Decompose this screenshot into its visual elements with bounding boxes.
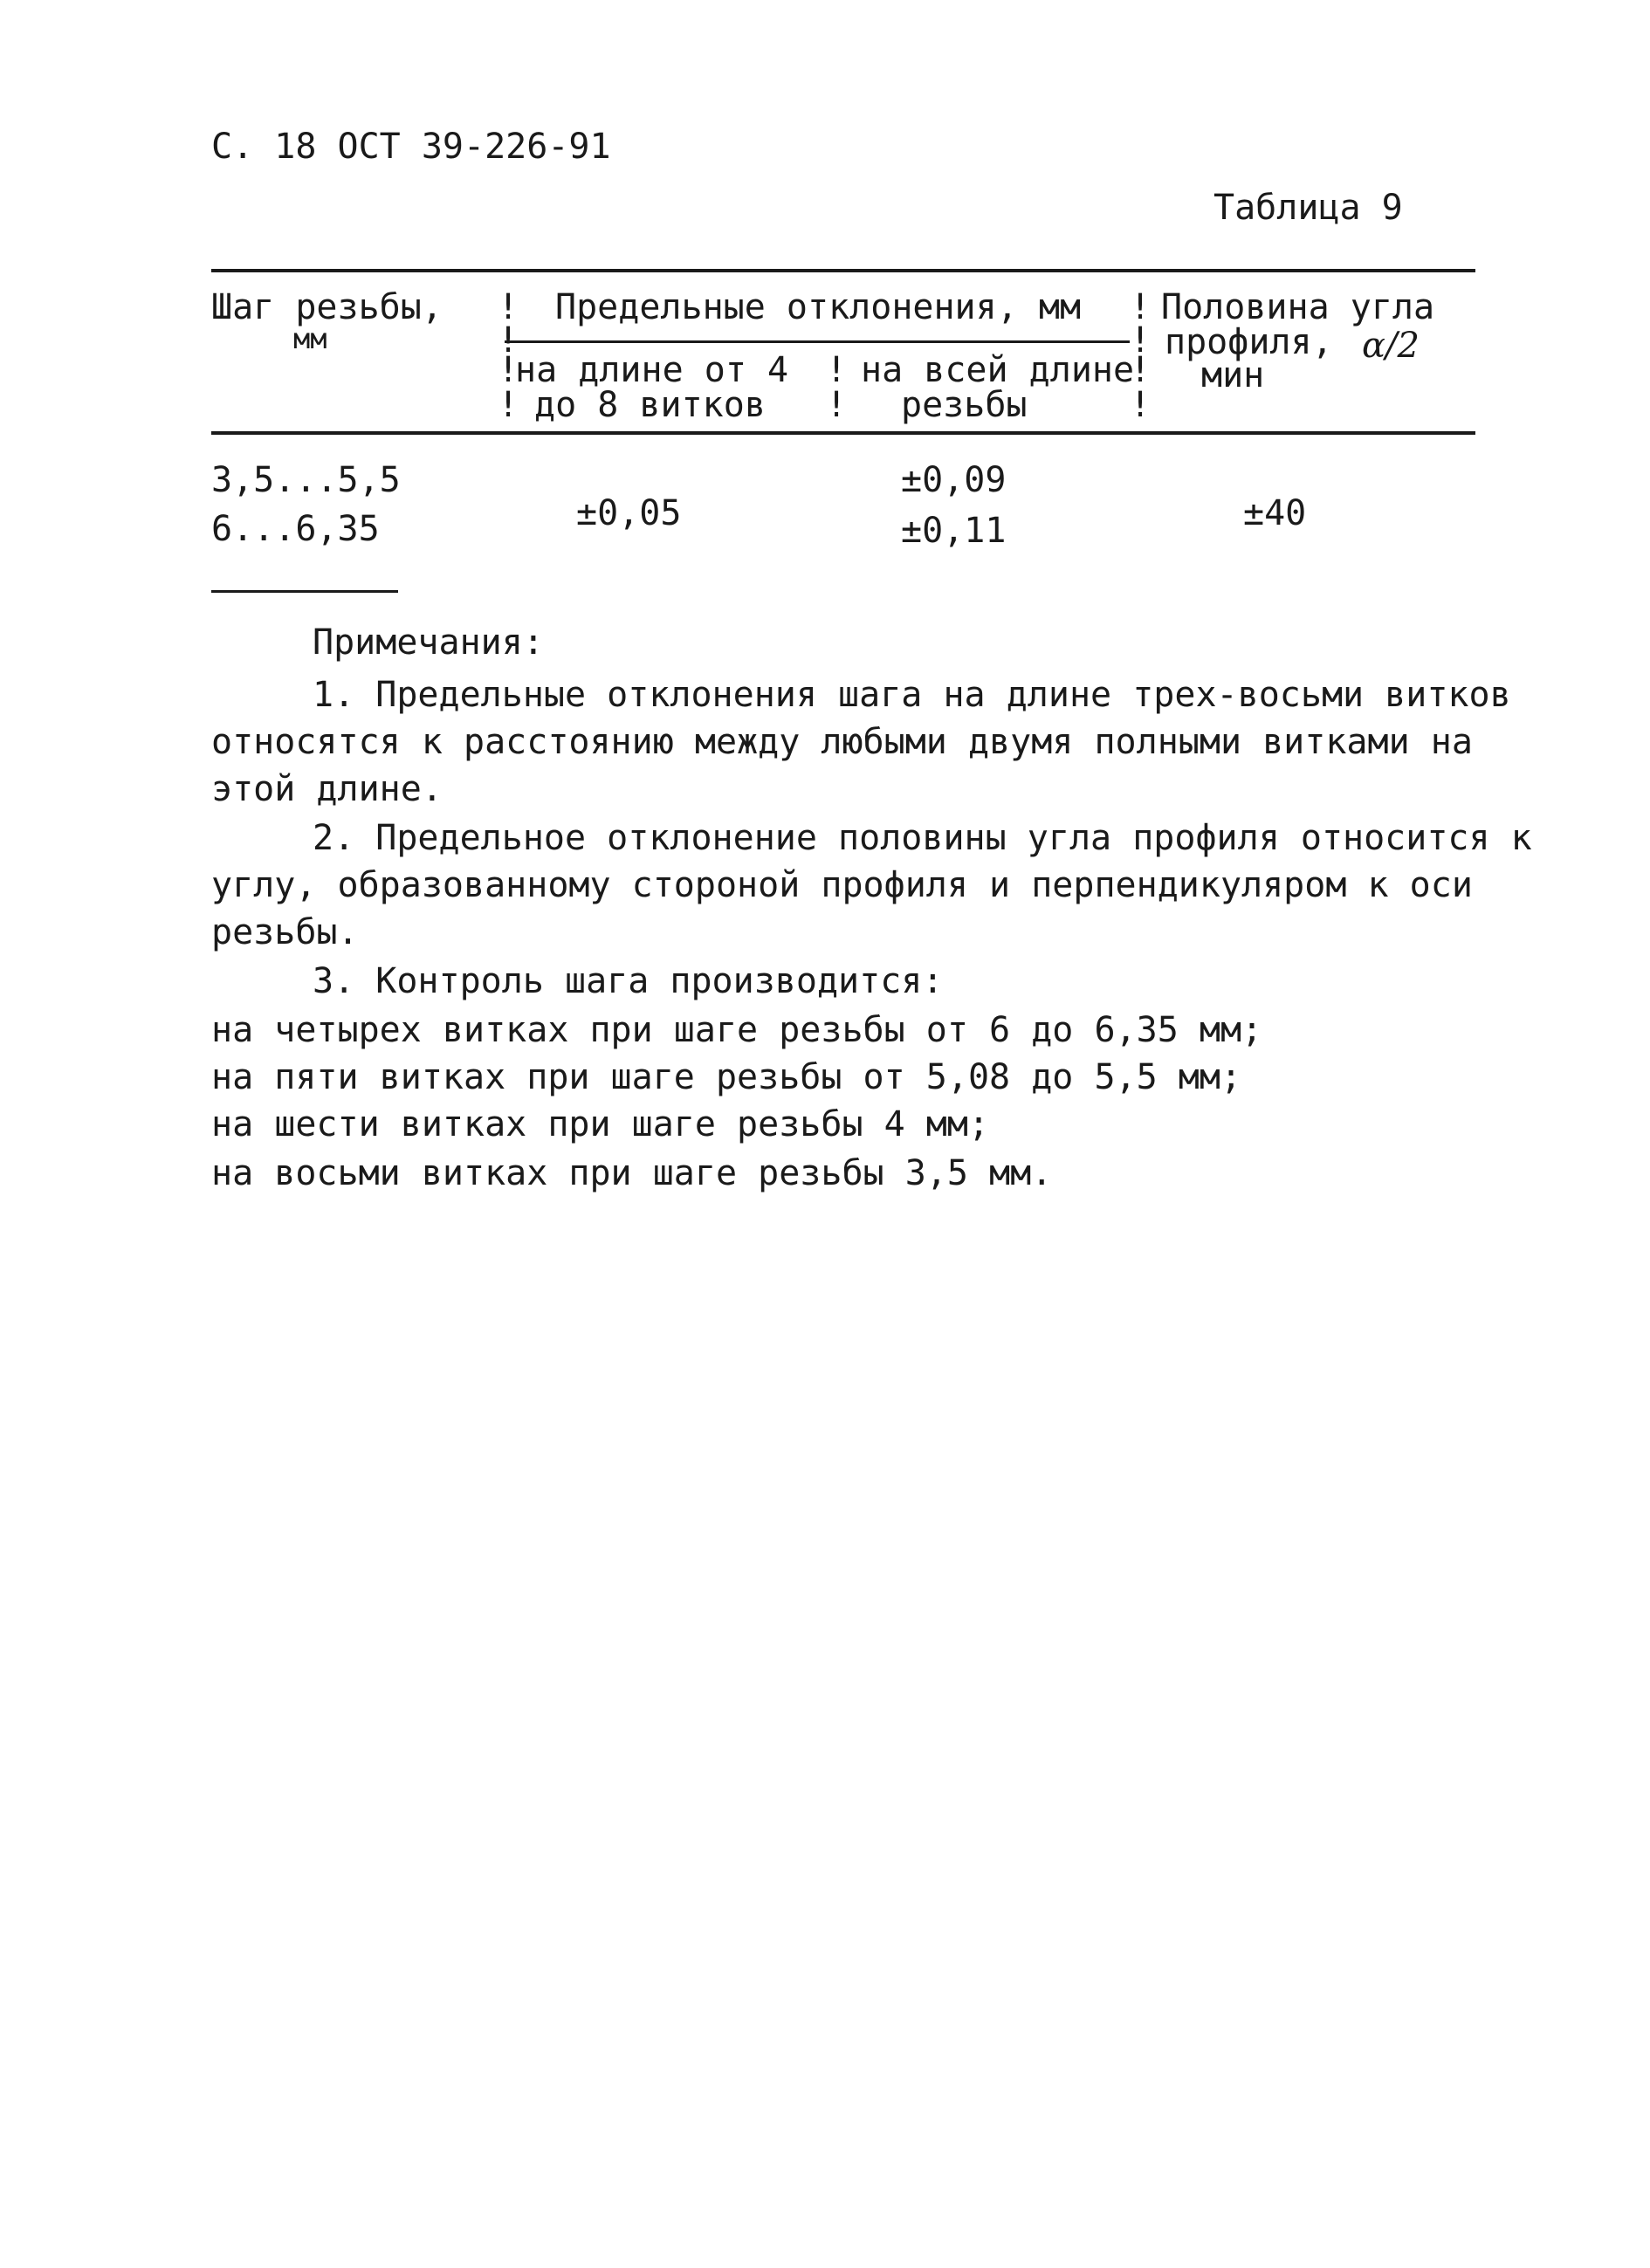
row-1-pitch: 3,5...5,5: [211, 460, 401, 500]
notes-title: Примечания:: [313, 622, 544, 663]
separator-1a: !: [498, 287, 519, 327]
separator-2a: !: [1130, 287, 1152, 327]
note-3-line-5: на восьми витках при шаге резьбы 3,5 мм.: [211, 1153, 1053, 1193]
row-2-pitch: 6...6,35: [211, 509, 380, 549]
half-angle-value: ±40: [1243, 493, 1307, 533]
header-pitch-unit: мм: [293, 322, 327, 355]
separator-2c: !: [1130, 350, 1152, 390]
short-length-value: ±0,05: [576, 493, 682, 533]
header-half-angle-2: профиля,: [1165, 322, 1333, 362]
note-3-line-1: 3. Контроль шага производится:: [313, 961, 944, 1001]
note-1-line-2: относятся к расстоянию между любыми двумя полными витками на: [211, 722, 1473, 762]
note-3-line-4: на шести витках при шаге резьбы 4 мм;: [211, 1104, 990, 1144]
separator-mid-b: !: [826, 385, 848, 425]
note-3-line-3: на пяти витках при шаге резьбы от 5,08 до 5,5 мм;: [211, 1057, 1242, 1097]
table-label: Таблица 9: [1213, 188, 1403, 228]
header-pitch: Шаг резьбы,: [211, 287, 443, 327]
subheader-rule: [505, 340, 1130, 343]
header-half-angle-unit: мин: [1201, 355, 1265, 395]
note-2-line-3: резьбы.: [211, 912, 359, 952]
separator-2b: !: [1130, 320, 1152, 361]
header-half-angle: Половина угла: [1161, 287, 1435, 327]
note-2-line-1: 2. Предельное отклонение половины угла профиля относится к: [313, 818, 1532, 858]
separator-mid-a: !: [826, 350, 848, 390]
alpha-half-symbol: α/2: [1362, 326, 1420, 366]
note-1-line-3: этой длине.: [211, 769, 443, 809]
note-1-line-1: 1. Предельные отклонения шага на длине трех-восьми витков: [313, 675, 1511, 715]
separator-1c: !: [498, 350, 519, 390]
header-whole-length: на всей длине: [861, 350, 1135, 390]
page-reference: С. 18 ОСТ 39-226-91: [211, 127, 611, 167]
header-bottom-rule: [211, 431, 1475, 435]
note-2-line-2: углу, образованному стороной профиля и перпендикуляром к оси: [211, 865, 1473, 905]
header-limit-deviations: Предельные отклонения, мм: [555, 287, 1082, 327]
header-short-length-2: до 8 витков: [534, 385, 766, 425]
separator-1d: !: [498, 385, 519, 425]
note-3-line-2: на четырех витках при шаге резьбы от 6 до 6,35 мм;: [211, 1010, 1263, 1050]
separator-2d: !: [1130, 385, 1152, 425]
header-whole-length-2: резьбы: [901, 385, 1028, 425]
separator-1b: !: [498, 320, 519, 361]
header-short-length: на длине от 4: [515, 350, 789, 390]
table-top-rule: [211, 269, 1475, 272]
row-2-whole-length: ±0,11: [901, 511, 1007, 551]
notes-short-rule: [211, 590, 398, 593]
row-1-whole-length: ±0,09: [901, 460, 1007, 500]
